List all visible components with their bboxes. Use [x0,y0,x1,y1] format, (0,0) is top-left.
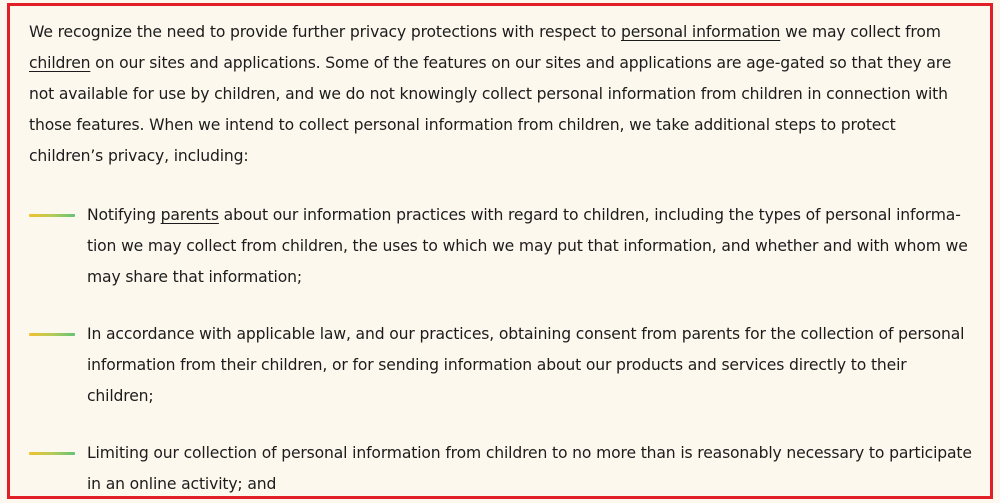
list-item-text: Limiting our collection of personal information from children to no more than is reasonably necessary to participate in an online activity; and [87,444,972,493]
children-link[interactable]: children [29,54,91,72]
intro-text-3: on our sites and applications. Some of the features on our sites and applications are age-gated so that they are not available for use by children, and we do not knowingly collect personal information from children in connection with those features. When we intend to collect personal information from children, we take additional steps to protect children’s privacy, including: [29,54,952,165]
list-item-obtaining-consent [29,319,974,412]
highlight-frame [7,3,993,499]
parents-link[interactable]: parents [160,206,219,224]
intro-text-1: We recognize the need to provide further privacy protections with respect to [29,23,621,41]
list-item-limiting-collection [29,438,974,499]
list-item-notifying-parents [29,200,974,293]
list-item-text: about our information practices with regard to children, including the types of personal informa-tion we may collect from children, the uses to which we may put that information, and whether and with whom we may share that information; [87,206,968,286]
personal-information-link[interactable]: personal information [620,23,781,41]
list-item-text: In accordance with applicable law, and our practices, obtaining consent from parents for the collection of personal information from their children, or for sending information about our products and services directly to their children; [87,325,965,405]
intro-text-2: we may collect from [780,23,941,41]
privacy-section [29,17,974,499]
list-dash-icon [29,333,75,336]
list-dash-icon [29,214,75,217]
list-item-text: Notifying [87,206,161,224]
list-dash-icon [29,452,75,455]
intro-paragraph [29,17,974,172]
